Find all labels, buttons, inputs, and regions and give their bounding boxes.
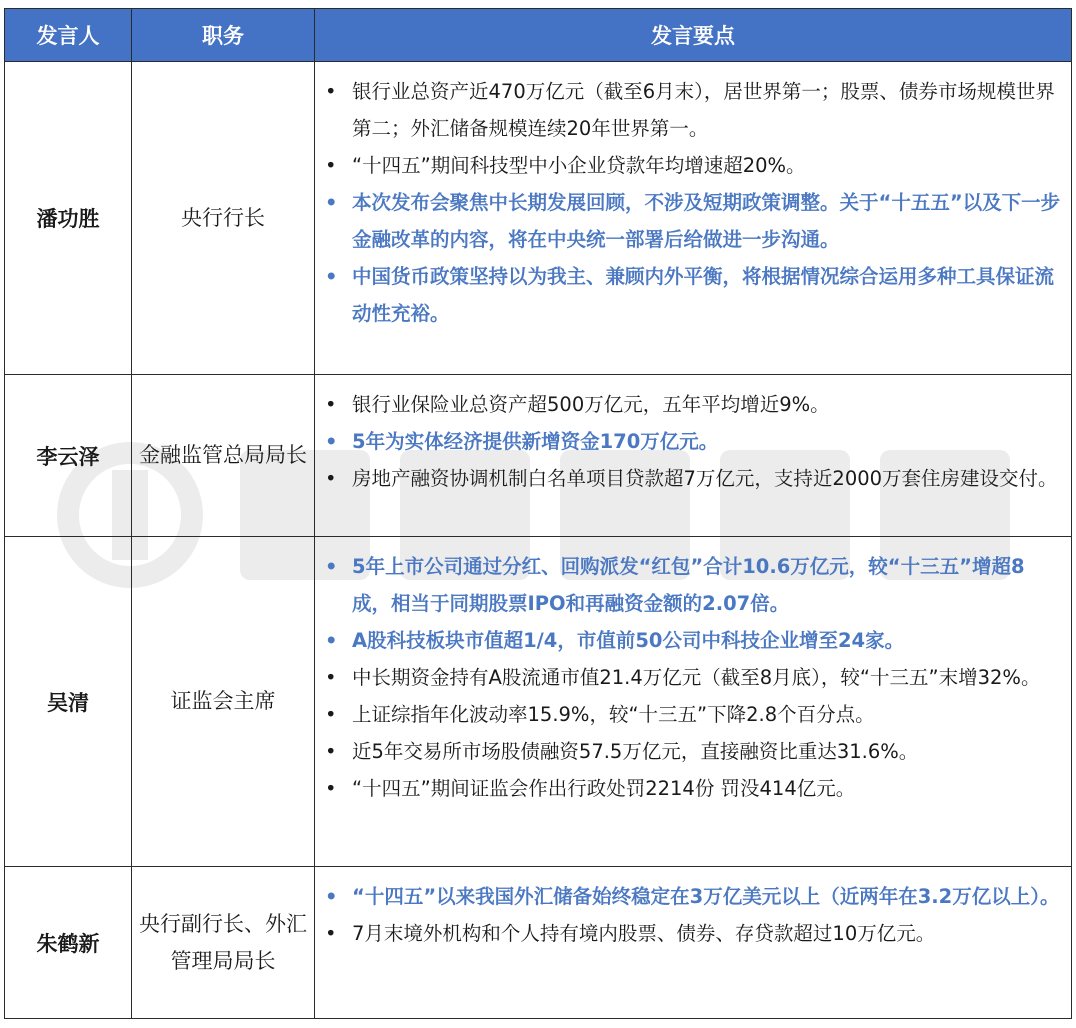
list-item: • 7月末境外机构和个人持有境内股票、债券、存贷款超过10万亿元。 bbox=[315, 915, 1061, 952]
list-item: • 5年上市公司通过分红、回购派发“红包”合计10.6万亿元，较“十三五”增超8成，相当于同期股票IPO和再融资金额的2.07倍。 bbox=[315, 548, 1061, 622]
speaker-position: 金融监管总局局长 bbox=[132, 375, 315, 537]
point-list bbox=[315, 878, 1061, 952]
list-item: • 中国货币政策坚持以为我主、兼顾内外平衡，将根据情况综合运用多种工具保证流动性充裕。 bbox=[315, 258, 1061, 332]
header-speaker: 发言人 bbox=[5, 9, 132, 62]
speaker-name: 吴清 bbox=[5, 537, 132, 867]
speech-points bbox=[315, 867, 1072, 1019]
list-item: • “十四五”期间科技型中小企业贷款年均增速超20%。 bbox=[315, 147, 1061, 184]
list-item: • 银行业总资产近470万亿元（截至6月末），居世界第一；股票、债券市场规模世界第二；外汇储备规模连续20年世界第一。 bbox=[315, 73, 1061, 147]
header-points: 发言要点 bbox=[315, 9, 1072, 62]
table-header-row bbox=[5, 9, 1072, 62]
speaker-name: 潘功胜 bbox=[5, 62, 132, 375]
table-row bbox=[5, 537, 1072, 867]
speaker-name: 朱鹤新 bbox=[5, 867, 132, 1019]
speaker-position: 央行副行长、外汇管理局局长 bbox=[132, 867, 315, 1019]
table-row bbox=[5, 62, 1072, 375]
point-list bbox=[315, 386, 1061, 497]
list-item: • 近5年交易所市场股债融资57.5万亿元，直接融资比重达31.6%。 bbox=[315, 733, 1061, 770]
list-item: • “十四五”以来我国外汇储备始终稳定在3万亿美元以上（近两年在3.2万亿以上）。 bbox=[315, 878, 1061, 915]
list-item: • 中长期资金持有A股流通市值21.4万亿元（截至8月底），较“十三五”末增32%。 bbox=[315, 659, 1061, 696]
speech-summary-table bbox=[4, 8, 1072, 1019]
speaker-position: 证监会主席 bbox=[132, 537, 315, 867]
list-item: • “十四五”期间证监会作出行政处罚2214份 罚没414亿元。 bbox=[315, 770, 1061, 807]
table-body bbox=[5, 62, 1072, 1019]
speaker-position: 央行行长 bbox=[132, 62, 315, 375]
list-item: • 房地产融资协调机制白名单项目贷款超7万亿元，支持近2000万套住房建设交付。 bbox=[315, 460, 1061, 497]
table-row bbox=[5, 867, 1072, 1019]
header-position: 职务 bbox=[132, 9, 315, 62]
speech-points bbox=[315, 62, 1072, 375]
speaker-name: 李云泽 bbox=[5, 375, 132, 537]
table-row bbox=[5, 375, 1072, 537]
list-item: • A股科技板块市值超1/4，市值前50公司中科技企业增至24家。 bbox=[315, 622, 1061, 659]
list-item: • 银行业保险业总资产超500万亿元，五年平均增近9%。 bbox=[315, 386, 1061, 423]
point-list bbox=[315, 73, 1061, 332]
list-item: • 本次发布会聚焦中长期发展回顾，不涉及短期政策调整。关于“十五五”以及下一步金融改革的内容，将在中央统一部署后给做进一步沟通。 bbox=[315, 184, 1061, 258]
list-item: • 上证综指年化波动率15.9%，较“十三五”下降2.8个百分点。 bbox=[315, 696, 1061, 733]
list-item: • 5年为实体经济提供新增资金170万亿元。 bbox=[315, 423, 1061, 460]
point-list bbox=[315, 548, 1061, 807]
speech-points bbox=[315, 375, 1072, 537]
speech-points bbox=[315, 537, 1072, 867]
